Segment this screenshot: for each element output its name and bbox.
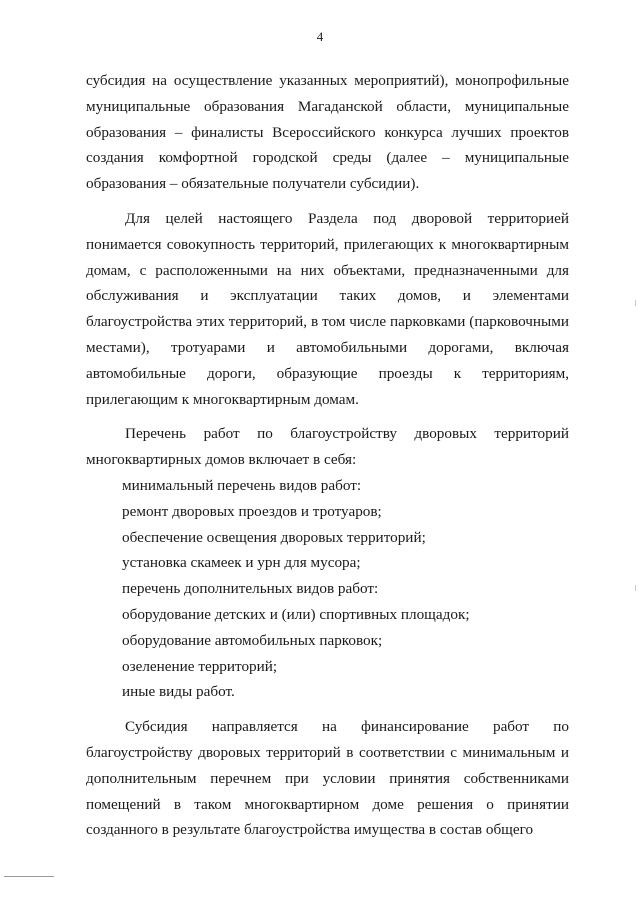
footer-rule bbox=[4, 876, 54, 877]
list-item: минимальный перечень видов работ: bbox=[122, 476, 362, 494]
paragraph-3: Перечень работ по благоустройству дворовых территорий многоквартирных домов включает в себя: bbox=[86, 425, 569, 469]
document-body bbox=[86, 68, 569, 843]
list-item: обеспечение освещения дворовых территорий; bbox=[122, 528, 426, 546]
scan-edge-mark bbox=[635, 585, 636, 591]
scan-edge-mark bbox=[635, 300, 636, 306]
list-item: ремонт дворовых проездов и тротуаров; bbox=[122, 502, 382, 520]
list-item: озеленение территорий; bbox=[122, 657, 278, 675]
list-item: иные виды работ. bbox=[122, 683, 235, 701]
list-item: оборудование детских и (или) спортивных площадок; bbox=[122, 605, 470, 623]
paragraph-2: Для целей настоящего Раздела под дворовой территорией понимается совокупность территорий, прилегающих к многоквартирным домам, с расположенными на них объектами, предназначенными для обслуживания и эксплуатации таких домов, и элементами благоустройства этих территорий, в том числе парковками (парковочными местами), тротуарами и автомобильными дорогами, включая автомобильные дороги, образующие проезды к территориям, прилегающим к многоквартирным домам. bbox=[86, 209, 569, 408]
paragraph-4: Субсидия направляется на финансирование работ по благоустройству дворовых территорий в соответствии с минимальным и дополнительным перечнем при условии принятия собственниками помещений в таком многоквартирном доме решения о принятии созданного в результате благоустройства имущества в состав общего bbox=[86, 718, 569, 839]
list-item: установка скамеек и урн для мусора; bbox=[122, 554, 361, 572]
paragraph-1: субсидия на осуществление указанных мероприятий), монопрофильные муниципальные образования Магаданской области, муниципальные образования – финалисты Всероссийского конкурса лучших проектов создания комфортной городской среды (далее – муниципальные образования – обязательные получатели субсидии). bbox=[86, 72, 569, 193]
list-item: оборудование автомобильных парковок; bbox=[122, 631, 383, 649]
list-item: перечень дополнительных видов работ: bbox=[122, 580, 379, 598]
works-list bbox=[86, 473, 569, 705]
page-number: 4 bbox=[316, 29, 324, 44]
